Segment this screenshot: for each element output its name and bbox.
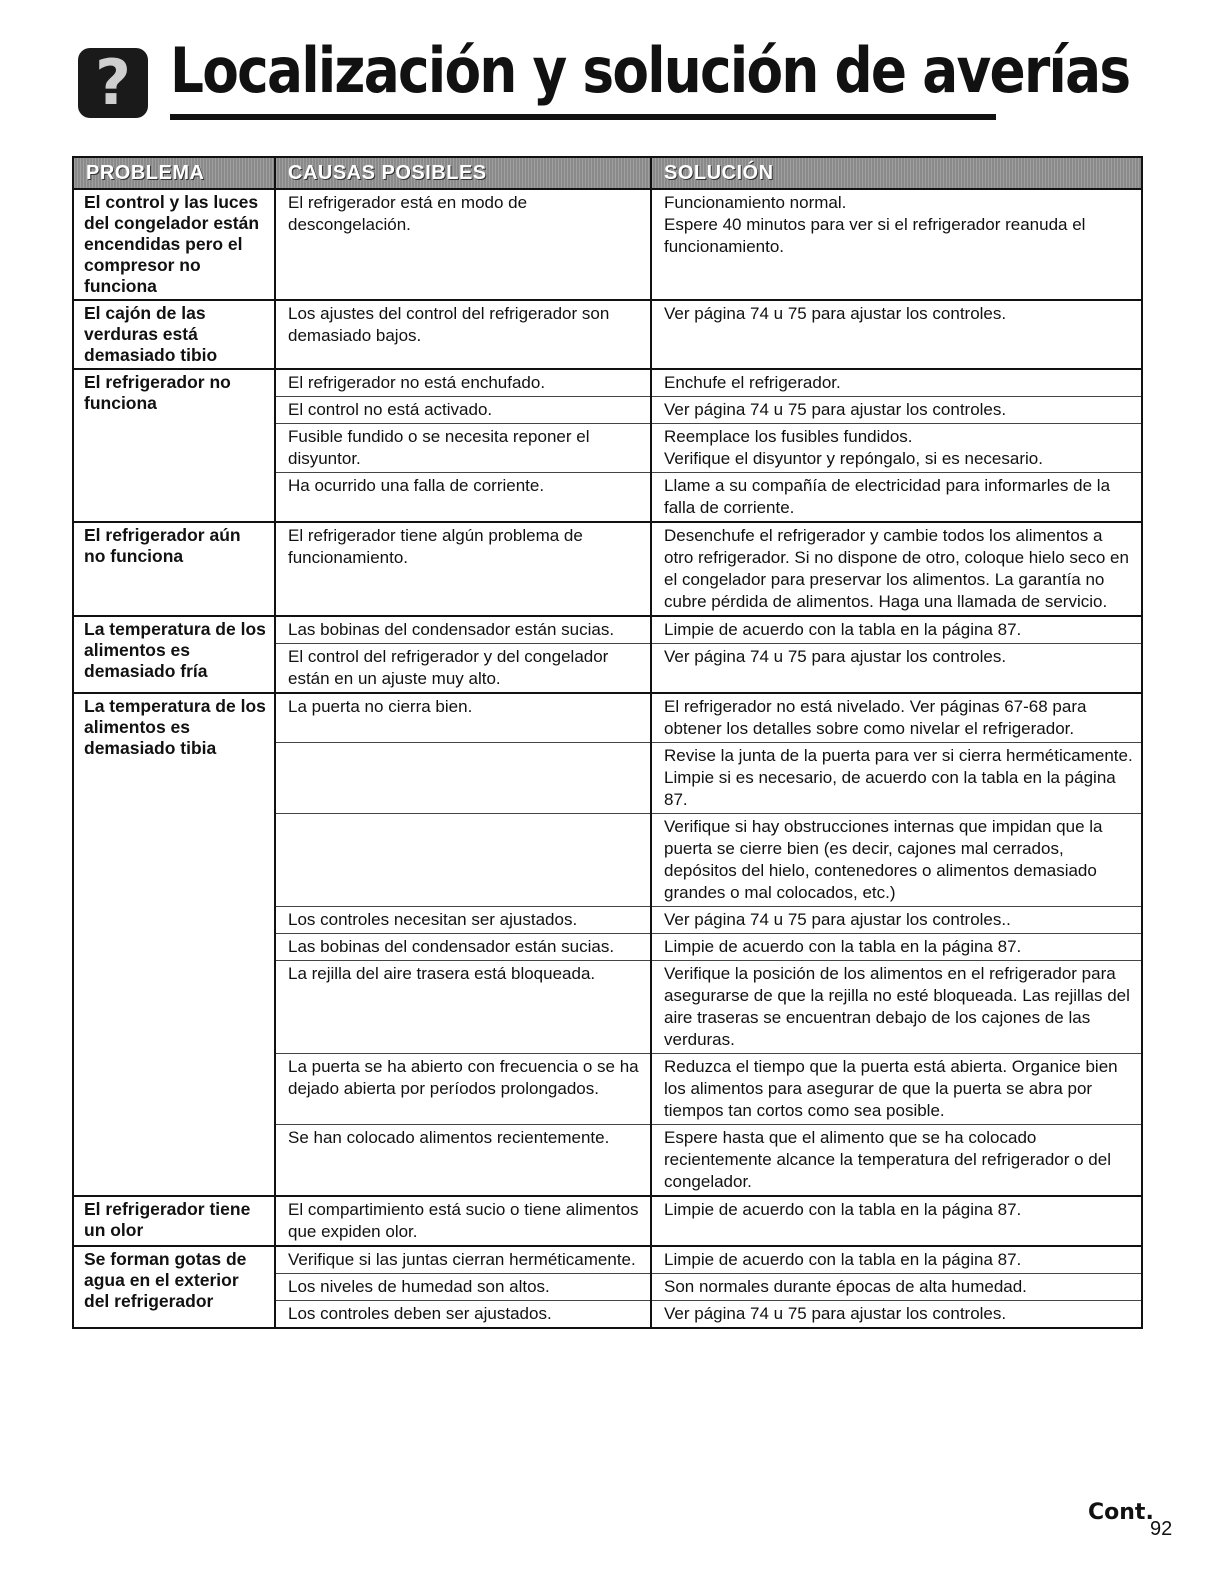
solution-line: Ver página 74 u 75 para ajustar los controles.: [664, 304, 1007, 323]
cause-cell: El control no está activado.: [275, 397, 651, 424]
cause-cell: La rejilla del aire trasera está bloqueada.: [275, 961, 651, 1054]
solution-line: Limpie de acuerdo con la tabla en la página 87.: [664, 620, 1022, 639]
table-row: [73, 300, 1142, 369]
cause-cell: [275, 814, 651, 907]
solution-line: Limpie de acuerdo con la tabla en la página 87.: [664, 1250, 1022, 1269]
cause-cell: Las bobinas del condensador están sucias.: [275, 616, 651, 644]
cause-cell: El compartimiento está sucio o tiene alimentos que expiden olor.: [275, 1196, 651, 1246]
page-header: [78, 34, 1130, 130]
table-row: [73, 369, 1142, 397]
cause-cell: Las bobinas del condensador están sucias.: [275, 934, 651, 961]
solution-line: Espere hasta que el alimento que se ha colocado recientemente alcance la temperatura del refrigerador o del congelador.: [664, 1128, 1111, 1191]
page-number: 92: [1150, 1518, 1173, 1540]
solution-cell: [651, 1246, 1142, 1274]
table-header-row: [73, 157, 1142, 189]
table-row: [73, 189, 1142, 300]
solution-line: Reemplace los fusibles fundidos.: [664, 427, 913, 446]
page-title: Localización y solución de averías: [170, 34, 1130, 107]
cause-cell: El refrigerador tiene algún problema de funcionamiento.: [275, 522, 651, 616]
problem-cell: El refrigerador no funciona: [73, 369, 275, 522]
solution-cell: [651, 1125, 1142, 1197]
solution-line: Verifique si hay obstrucciones internas que impidan que la puerta se cierre bien (es decir, cajones mal cerrados, depósitos del hielo, contenedores o alimentos demasiado grandes o mal colocados, etc.): [664, 817, 1103, 902]
solution-line: Limpie de acuerdo con la tabla en la página 87.: [664, 937, 1022, 956]
solution-line: Ver página 74 u 75 para ajustar los controles.: [664, 647, 1007, 666]
solution-cell: [651, 189, 1142, 300]
solution-cell: [651, 522, 1142, 616]
table-row: [73, 693, 1142, 743]
solution-line: Ver página 74 u 75 para ajustar los controles.: [664, 400, 1007, 419]
table-body: [73, 189, 1142, 1328]
solution-cell: [651, 743, 1142, 814]
solution-line: Funcionamiento normal.: [664, 193, 847, 212]
cause-cell: El control del refrigerador y del congelador están en un ajuste muy alto.: [275, 644, 651, 694]
troubleshooting-table: [72, 156, 1143, 1329]
problem-cell: El cajón de las verduras está demasiado tibio: [73, 300, 275, 369]
solution-cell: [651, 300, 1142, 369]
solution-cell: [651, 397, 1142, 424]
cause-cell: Los niveles de humedad son altos.: [275, 1274, 651, 1301]
solution-cell: [651, 473, 1142, 523]
problem-cell: La temperatura de los alimentos es demasiado tibia: [73, 693, 275, 1196]
title-underline: [170, 114, 996, 120]
problem-cell: La temperatura de los alimentos es demasiado fría: [73, 616, 275, 693]
solution-cell: [651, 644, 1142, 694]
cause-cell: [275, 743, 651, 814]
cause-cell: Los controles deben ser ajustados.: [275, 1301, 651, 1329]
solution-cell: [651, 814, 1142, 907]
continued-label: Cont.: [1088, 1500, 1154, 1525]
cause-cell: Se han colocado alimentos recientemente.: [275, 1125, 651, 1197]
solution-line: Desenchufe el refrigerador y cambie todos los alimentos a otro refrigerador. Si no dispone de otro, coloque hielo seco en el congelador para preservar los alimentos. La garantía no cubre pérdida de alimentos. Haga una llamada de servicio.: [664, 526, 1129, 611]
table-row: [73, 1246, 1142, 1274]
solution-line: Ver página 74 u 75 para ajustar los controles..: [664, 910, 1011, 929]
solution-cell: [651, 369, 1142, 397]
cause-cell: El refrigerador está en modo de descongelación.: [275, 189, 651, 300]
solution-line: Verifique la posición de los alimentos en el refrigerador para asegurarse de que la rejilla no esté bloqueada. Las rejillas del aire traseras se encuentran debajo de los cajones de las verduras.: [664, 964, 1130, 1049]
solution-line: Llame a su compañía de electricidad para informarles de la falla de corriente.: [664, 476, 1111, 517]
header-solucion: SOLUCIÓN: [651, 157, 1142, 189]
problem-cell: Se forman gotas de agua en el exterior del refrigerador: [73, 1246, 275, 1328]
cause-cell: La puerta no cierra bien.: [275, 693, 651, 743]
cause-cell: Los controles necesitan ser ajustados.: [275, 907, 651, 934]
table-row: [73, 522, 1142, 616]
header-causas: CAUSAS POSIBLES: [275, 157, 651, 189]
solution-line: Revise la junta de la puerta para ver si cierra herméticamente. Limpie si es necesario, de acuerdo con la tabla en la página 87.: [664, 746, 1133, 809]
solution-line: Espere 40 minutos para ver si el refrigerador reanuda el funcionamiento.: [664, 215, 1086, 256]
solution-cell: [651, 961, 1142, 1054]
cause-cell: Verifique si las juntas cierran herméticamente.: [275, 1246, 651, 1274]
cause-cell: Fusible fundido o se necesita reponer el disyuntor.: [275, 424, 651, 473]
solution-line: Ver página 74 u 75 para ajustar los controles.: [664, 1304, 1007, 1323]
solution-cell: [651, 1196, 1142, 1246]
cause-cell: El refrigerador no está enchufado.: [275, 369, 651, 397]
solution-line: Son normales durante épocas de alta humedad.: [664, 1277, 1027, 1296]
solution-cell: [651, 934, 1142, 961]
solution-cell: [651, 907, 1142, 934]
cause-cell: Ha ocurrido una falla de corriente.: [275, 473, 651, 523]
solution-line: Enchufe el refrigerador.: [664, 373, 841, 392]
cause-cell: La puerta se ha abierto con frecuencia o se ha dejado abierta por períodos prolongados.: [275, 1054, 651, 1125]
problem-cell: El refrigerador aún no funciona: [73, 522, 275, 616]
solution-cell: [651, 1274, 1142, 1301]
solution-cell: [651, 616, 1142, 644]
table-row: [73, 1196, 1142, 1246]
solution-cell: [651, 424, 1142, 473]
cause-cell: Los ajustes del control del refrigerador son demasiado bajos.: [275, 300, 651, 369]
problem-cell: El refrigerador tiene un olor: [73, 1196, 275, 1246]
solution-cell: [651, 1054, 1142, 1125]
solution-line: Verifique el disyuntor y repóngalo, si es necesario.: [664, 449, 1043, 468]
solution-cell: [651, 1301, 1142, 1329]
table-row: [73, 616, 1142, 644]
solution-cell: [651, 693, 1142, 743]
header-problema: PROBLEMA: [73, 157, 275, 189]
solution-line: El refrigerador no está nivelado. Ver páginas 67-68 para obtener los detalles sobre como nivelar el refrigerador.: [664, 697, 1087, 738]
problem-cell: El control y las luces del congelador están encendidas pero el compresor no funciona: [73, 189, 275, 300]
solution-line: Limpie de acuerdo con la tabla en la página 87.: [664, 1200, 1022, 1219]
solution-line: Reduzca el tiempo que la puerta está abierta. Organice bien los alimentos para asegurar de que la puerta se abra por tiempos tan cortos como sea posible.: [664, 1057, 1118, 1120]
question-mark-icon: ?: [78, 48, 148, 118]
